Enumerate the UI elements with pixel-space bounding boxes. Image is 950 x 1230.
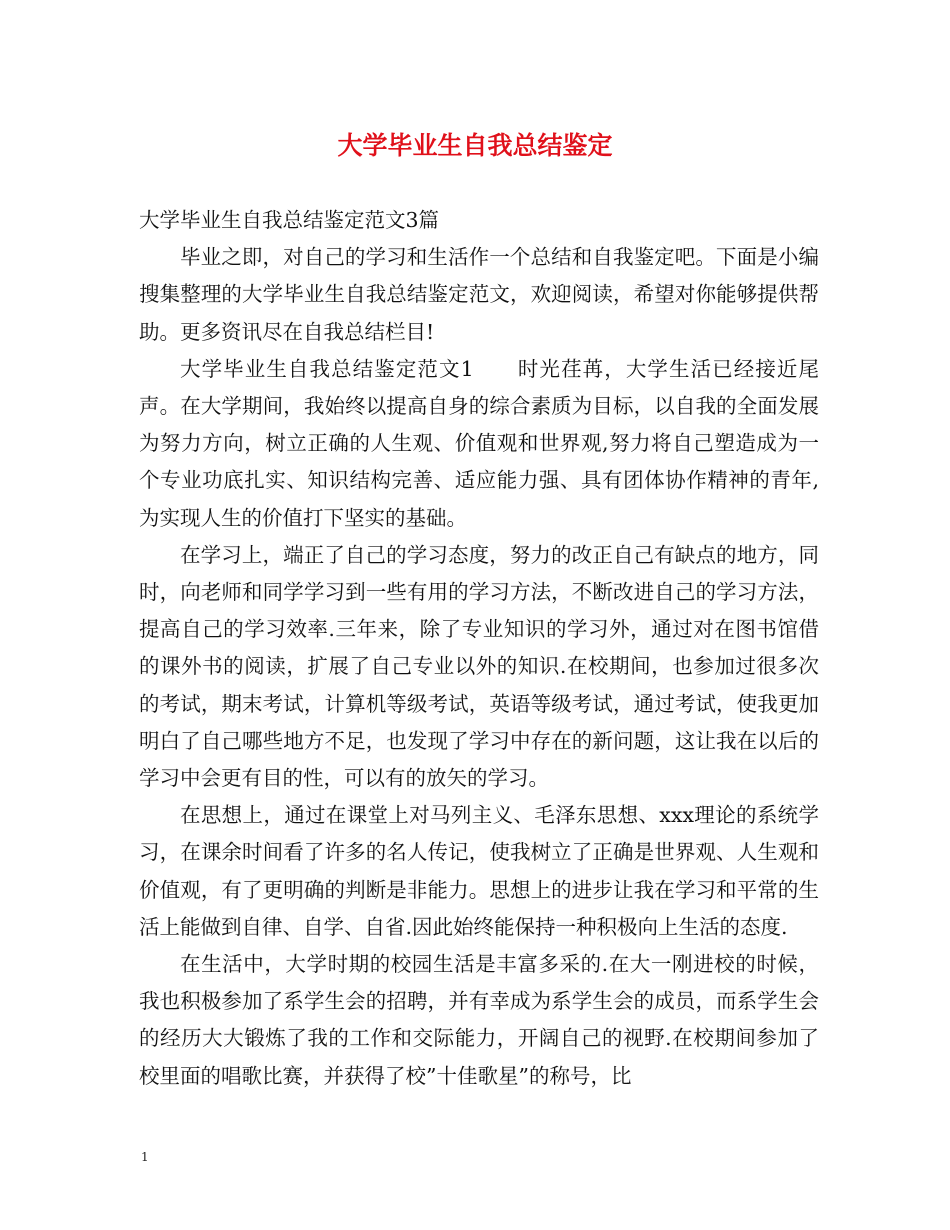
paragraph-sample-1: 大学毕业生自我总结鉴定范文1 时光荏苒，大学生活已经接近尾声。在大学期间，我始终以提高自身的综合素质为目标，以自我的全面发展为努力方向，树立正确的人生观、价值观和世界观,努力将自己塑造成为一个专业功底扎实、知识结构完善、适应能力强、具有团体协作精神的青年,为实现人生的价值打下坚实的基础。 [139, 356, 819, 530]
paragraph-thought: 在思想上，通过在课堂上对马列主义、毛泽东思想、xxx理论的系统学习，在课余时间看了许多的名人传记，使我树立了正确是世界观、人生观和价值观，有了更明确的判断是非能力。思想上的进步让我在学习和平常的生活上能做到自律、自学、自省.因此始终能保持一种积极向上生活的态度. [139, 803, 819, 939]
paragraph-life: 在生活中，大学时期的校园生活是丰富多采的.在大一刚进校的时候，我也积极参加了系学生会的招聘，并有幸成为系学生会的成员，而系学生会的经历大大锻炼了我的工作和交际能力，开阔自己的视野.在校期间参加了校里面的唱歌比赛，并获得了校”十佳歌星”的称号，比 [139, 952, 819, 1088]
page-number: 1 [141, 1150, 149, 1164]
document-subtitle: 大学毕业生自我总结鉴定范文3篇 [139, 208, 440, 232]
paragraph-intro: 毕业之即，对自己的学习和生活作一个总结和自我鉴定吧。下面是小编搜集整理的大学毕业生自我总结鉴定范文，欢迎阅读，希望对你能够提供帮助。更多资讯尽在自我总结栏目! [139, 245, 819, 344]
document-body [139, 202, 819, 1095]
document-title: 大学毕业生自我总结鉴定 [337, 131, 613, 160]
paragraph-study: 在学习上，端正了自己的学习态度，努力的改正自己有缺点的地方，同时，向老师和同学学习到一些有用的学习方法，不断改进自己的学习方法，提高自己的学习效率.三年来，除了专业知识的学习外，通过对在图书馆借的课外书的阅读，扩展了自己专业以外的知识.在校期间，也参加过很多次的考试，期末考试，计算机等级考试，英语等级考试，通过考试，使我更加明白了自己哪些地方不足，也发现了学习中存在的新问题，这让我在以后的学习中会更有目的性，可以有的放矢的学习。 [139, 542, 819, 791]
